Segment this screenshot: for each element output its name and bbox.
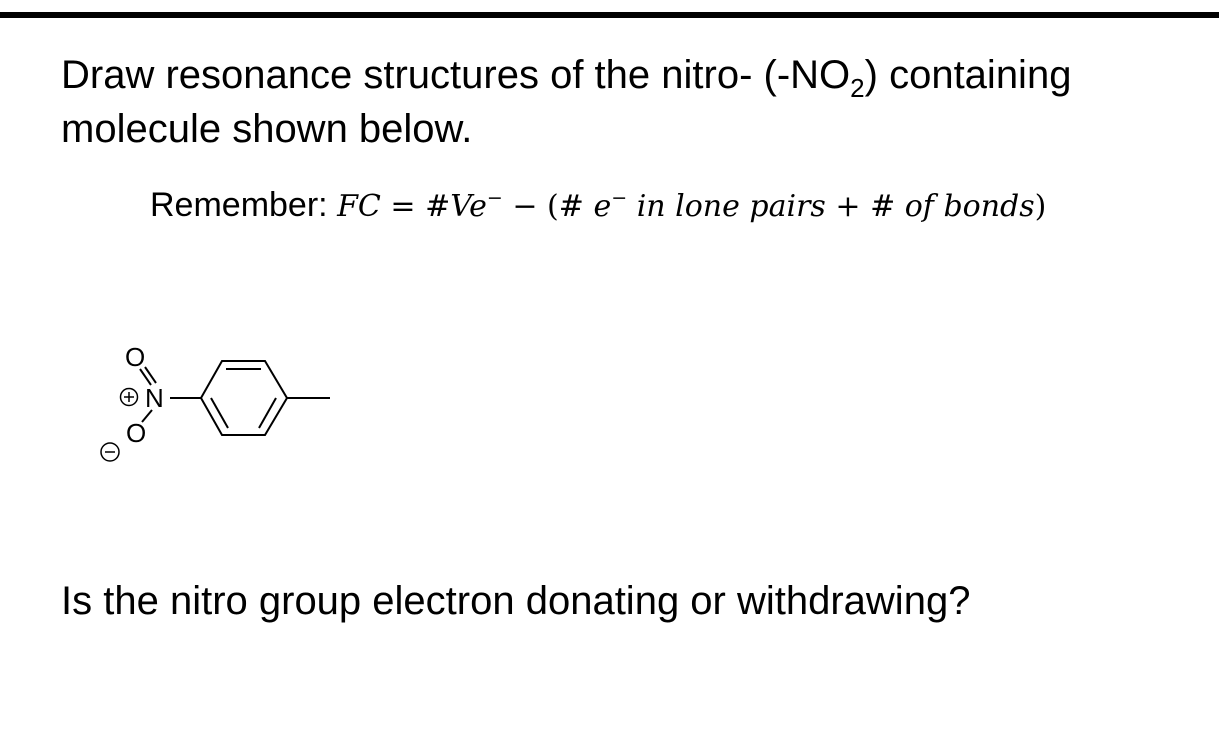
formula-open-paren: ( <box>547 189 559 224</box>
heading-text-part2: ) containing molecule shown below. <box>61 53 1072 151</box>
negative-charge-icon <box>101 443 119 461</box>
followup-question: Is the nitro group electron donating or withdrawing? <box>61 579 971 623</box>
formula-hash-2: # <box>558 189 584 224</box>
formula-of-bonds: of bonds <box>904 189 1035 224</box>
formula-lone-pairs: in lone pairs <box>636 189 826 224</box>
benzene-ring <box>201 361 287 435</box>
question-heading <box>61 48 1211 156</box>
atom-oxygen-top: O <box>125 342 146 372</box>
formula-ve-charge: − <box>486 187 503 209</box>
formula-plus: + <box>835 189 861 224</box>
formula-ve: Ve <box>450 189 487 224</box>
heading-subscript: 2 <box>850 73 865 103</box>
top-rule <box>0 12 1219 18</box>
formal-charge-reminder <box>150 183 1046 229</box>
nitrotoluene-structure <box>90 340 350 480</box>
positive-charge-icon <box>121 389 138 406</box>
formula-close-paren: ) <box>1034 189 1047 224</box>
ring-double-bond-left <box>211 398 228 428</box>
formula-minus: − <box>512 189 538 224</box>
formula-lhs: FC <box>337 189 381 224</box>
formula-electron: e <box>593 189 612 224</box>
atom-oxygen-bottom: O <box>126 418 147 448</box>
atom-nitrogen: N <box>145 383 164 413</box>
reminder-label: Remember: <box>150 186 328 224</box>
formula-hash-3: # <box>870 189 896 224</box>
formula-electron-charge: − <box>611 187 628 209</box>
ring-double-bond-right <box>259 398 276 428</box>
formula-equals: = <box>390 189 416 224</box>
formal-charge-formula <box>337 189 1046 224</box>
formula-hash-1: # <box>425 189 451 224</box>
heading-text-part1: Draw resonance structures of the nitro- (-NO <box>61 53 851 97</box>
n-o-double-bond-b <box>145 367 156 383</box>
